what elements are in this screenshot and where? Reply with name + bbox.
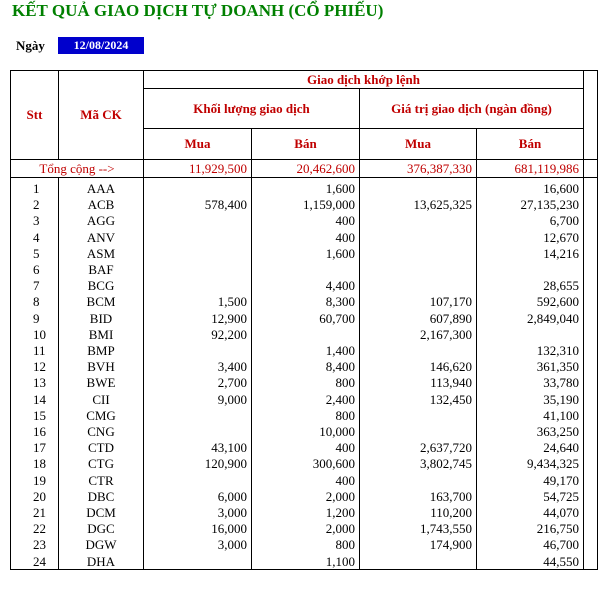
cell-ma: ASM bbox=[86, 245, 116, 261]
cell-vol-sell: 400 bbox=[335, 229, 355, 245]
cell-vol-buy bbox=[144, 212, 251, 228]
cell-stt: 8 bbox=[33, 294, 40, 310]
cell-val-sell: 216,750 bbox=[536, 521, 579, 537]
cell-val-buy: 113,940 bbox=[430, 375, 472, 391]
cell-val-buy: 132,450 bbox=[429, 391, 472, 407]
cell-vol-sell: 800 bbox=[335, 407, 355, 423]
cell-ma: DGC bbox=[87, 521, 115, 537]
header-volume: Khối lượng giao dịch bbox=[144, 89, 360, 129]
cell-val-buy: 13,625,325 bbox=[413, 197, 472, 213]
header-value-sell: Bán bbox=[477, 129, 584, 160]
cell-vol-sell: 1,200 bbox=[325, 505, 355, 521]
cell-stt: 1 bbox=[33, 181, 40, 196]
cell-val-sell bbox=[477, 261, 583, 277]
body-extra-cell bbox=[584, 178, 598, 570]
cell-val-sell: 33,780 bbox=[543, 375, 579, 391]
cell-val-sell: 12,670 bbox=[543, 229, 579, 245]
col-ma-ck bbox=[59, 178, 144, 570]
cell-val-buy bbox=[360, 342, 476, 358]
cell-vol-buy: 1,500 bbox=[217, 294, 247, 310]
cell-stt: 21 bbox=[33, 505, 46, 521]
total-volume-buy: 11,929,500 bbox=[144, 160, 252, 178]
cell-ma: ACB bbox=[87, 197, 115, 213]
cell-ma: BAF bbox=[88, 262, 114, 278]
cell-val-buy bbox=[360, 229, 476, 245]
cell-vol-sell: 10,000 bbox=[319, 424, 355, 440]
header-volume-sell: Bán bbox=[252, 129, 360, 160]
cell-vol-buy: 3,000 bbox=[217, 537, 247, 553]
cell-val-sell: 44,550 bbox=[543, 553, 579, 569]
cell-stt: 24 bbox=[33, 553, 46, 569]
cell-vol-buy bbox=[144, 180, 251, 196]
cell-vol-buy: 578,400 bbox=[204, 197, 247, 213]
cell-ma: DHA bbox=[86, 553, 116, 569]
date-label: Ngày bbox=[16, 38, 45, 53]
cell-ma: DBC bbox=[87, 488, 115, 504]
cell-val-sell: 54,725 bbox=[543, 488, 579, 504]
cell-stt: 13 bbox=[33, 375, 46, 391]
cell-stt: 4 bbox=[33, 229, 40, 245]
cell-ma: AAA bbox=[86, 181, 116, 196]
cell-stt: 20 bbox=[33, 488, 46, 504]
cell-vol-sell: 400 bbox=[335, 440, 355, 456]
cell-ma: CTG bbox=[88, 456, 114, 472]
trading-table bbox=[10, 70, 598, 570]
cell-stt: 7 bbox=[33, 278, 40, 294]
cell-stt: 16 bbox=[33, 424, 46, 440]
col-stt bbox=[11, 178, 59, 570]
cell-vol-buy bbox=[144, 261, 251, 277]
cell-val-sell: 49,170 bbox=[543, 472, 579, 488]
cell-val-sell: 363,250 bbox=[536, 424, 579, 440]
cell-val-buy: 2,637,720 bbox=[420, 440, 472, 456]
cell-vol-sell: 800 bbox=[335, 537, 355, 553]
cell-ma: CMG bbox=[86, 407, 116, 423]
cell-ma: ANV bbox=[86, 229, 116, 245]
col-volume-buy bbox=[144, 178, 252, 570]
total-value-buy: 376,387,330 bbox=[360, 160, 477, 178]
cell-vol-buy: 9,000 bbox=[217, 391, 247, 407]
cell-stt: 3 bbox=[33, 213, 40, 229]
cell-vol-buy: 3,400 bbox=[217, 359, 247, 375]
cell-vol-buy: 16,000 bbox=[211, 521, 247, 537]
cell-stt: 22 bbox=[33, 521, 46, 537]
cell-stt: 15 bbox=[33, 407, 46, 423]
header-extra-cell bbox=[584, 71, 598, 160]
cell-ma: BCG bbox=[87, 278, 115, 294]
cell-vol-sell: 300,600 bbox=[312, 456, 355, 472]
cell-ma: BCM bbox=[86, 294, 116, 310]
cell-vol-sell: 400 bbox=[335, 472, 355, 488]
cell-stt: 2 bbox=[33, 197, 40, 213]
cell-ma: CNG bbox=[87, 424, 115, 440]
cell-val-buy: 107,170 bbox=[429, 294, 472, 310]
cell-val-buy bbox=[360, 553, 476, 569]
cell-vol-buy bbox=[144, 423, 251, 439]
cell-val-buy: 3,802,745 bbox=[420, 456, 472, 472]
cell-ma: AGG bbox=[86, 213, 116, 229]
cell-vol-buy bbox=[144, 245, 251, 261]
cell-vol-buy bbox=[144, 553, 251, 569]
cell-val-sell: 27,135,230 bbox=[520, 197, 579, 213]
cell-val-buy: 110,200 bbox=[430, 505, 472, 521]
cell-val-buy: 163,700 bbox=[429, 488, 472, 504]
cell-vol-buy bbox=[144, 277, 251, 293]
cell-vol-buy: 2,700 bbox=[217, 375, 247, 391]
cell-vol-sell: 8,400 bbox=[325, 359, 355, 375]
cell-vol-sell: 800 bbox=[335, 375, 355, 391]
cell-vol-buy: 12,900 bbox=[211, 310, 247, 326]
cell-ma: DGW bbox=[85, 537, 117, 553]
cell-ma: CII bbox=[92, 391, 110, 407]
totals-extra-cell bbox=[584, 160, 598, 178]
cell-val-sell bbox=[477, 326, 583, 342]
cell-vol-sell: 8,300 bbox=[325, 294, 355, 310]
header-value: Giá trị giao dịch (ngàn đồng) bbox=[360, 89, 584, 129]
cell-val-buy: 2,167,300 bbox=[420, 326, 472, 342]
cell-val-sell: 592,600 bbox=[536, 294, 579, 310]
cell-vol-buy: 120,900 bbox=[204, 456, 247, 472]
header-ma-ck: Mã CK bbox=[59, 71, 144, 160]
cell-val-sell: 14,216 bbox=[543, 245, 579, 261]
cell-vol-sell: 1,159,000 bbox=[303, 197, 355, 213]
cell-stt: 9 bbox=[33, 310, 40, 326]
cell-ma: DCM bbox=[86, 505, 116, 521]
cell-vol-sell: 1,600 bbox=[325, 181, 355, 196]
cell-stt: 6 bbox=[33, 262, 40, 278]
cell-vol-sell: 2,400 bbox=[325, 391, 355, 407]
header-value-buy: Mua bbox=[360, 129, 477, 160]
cell-val-buy bbox=[360, 472, 476, 488]
cell-val-sell: 41,100 bbox=[543, 407, 579, 423]
cell-vol-buy bbox=[144, 472, 251, 488]
cell-stt: 10 bbox=[33, 326, 46, 342]
cell-vol-buy bbox=[144, 342, 251, 358]
header-stt: Stt bbox=[11, 71, 59, 160]
cell-ma: BID bbox=[89, 310, 113, 326]
cell-vol-buy: 43,100 bbox=[211, 440, 247, 456]
report-title: KẾT QUẢ GIAO DỊCH TỰ DOANH (CỔ PHIẾU) bbox=[12, 1, 384, 20]
cell-vol-sell bbox=[252, 261, 359, 277]
totals-label: Tổng cộng --> bbox=[11, 160, 144, 178]
total-value-sell: 681,119,986 bbox=[477, 160, 584, 178]
cell-val-buy bbox=[360, 180, 476, 196]
cell-val-buy: 1,743,550 bbox=[420, 521, 472, 537]
cell-vol-buy: 3,000 bbox=[217, 505, 247, 521]
cell-val-buy: 607,890 bbox=[429, 310, 472, 326]
cell-ma: BWE bbox=[86, 375, 116, 391]
cell-val-sell: 35,190 bbox=[543, 391, 579, 407]
cell-vol-sell: 2,000 bbox=[325, 521, 355, 537]
cell-val-buy bbox=[360, 407, 476, 423]
cell-val-sell: 361,350 bbox=[536, 359, 579, 375]
cell-ma: BVH bbox=[87, 359, 115, 375]
cell-vol-sell: 400 bbox=[335, 213, 355, 229]
cell-vol-sell: 4,400 bbox=[325, 278, 355, 294]
cell-val-buy bbox=[360, 245, 476, 261]
cell-vol-buy bbox=[144, 229, 251, 245]
cell-val-sell: 46,700 bbox=[543, 537, 579, 553]
cell-val-sell: 6,700 bbox=[549, 213, 579, 229]
date-value: 12/08/2024 bbox=[58, 37, 144, 54]
cell-val-sell: 9,434,325 bbox=[527, 456, 579, 472]
cell-val-sell: 16,600 bbox=[543, 181, 579, 196]
cell-vol-buy: 92,200 bbox=[211, 326, 247, 342]
col-value-buy bbox=[360, 178, 477, 570]
cell-val-sell: 28,655 bbox=[543, 278, 579, 294]
cell-stt: 23 bbox=[33, 537, 46, 553]
cell-vol-sell: 2,000 bbox=[325, 488, 355, 504]
cell-stt: 14 bbox=[33, 391, 46, 407]
cell-val-sell: 132,310 bbox=[536, 343, 579, 359]
header-matched-orders: Giao dịch khớp lệnh bbox=[144, 71, 584, 89]
cell-val-sell: 2,849,040 bbox=[527, 310, 579, 326]
cell-stt: 5 bbox=[33, 245, 40, 261]
cell-val-buy bbox=[360, 277, 476, 293]
cell-vol-sell bbox=[252, 326, 359, 342]
cell-vol-sell: 1,400 bbox=[325, 343, 355, 359]
cell-stt: 17 bbox=[33, 440, 46, 456]
total-volume-sell: 20,462,600 bbox=[252, 160, 360, 178]
cell-stt: 18 bbox=[33, 456, 46, 472]
cell-val-buy bbox=[360, 423, 476, 439]
cell-stt: 19 bbox=[33, 472, 46, 488]
cell-ma: BMP bbox=[87, 343, 115, 359]
cell-stt: 12 bbox=[33, 359, 46, 375]
col-volume-sell bbox=[252, 178, 360, 570]
cell-ma: CTD bbox=[88, 440, 114, 456]
cell-stt: 11 bbox=[33, 343, 46, 359]
cell-vol-buy bbox=[144, 407, 251, 423]
cell-val-buy bbox=[360, 261, 476, 277]
cell-vol-buy: 6,000 bbox=[217, 488, 247, 504]
header-volume-buy: Mua bbox=[144, 129, 252, 160]
cell-val-buy bbox=[360, 212, 476, 228]
cell-vol-sell: 1,600 bbox=[325, 245, 355, 261]
cell-val-buy: 174,900 bbox=[429, 537, 472, 553]
cell-vol-sell: 1,100 bbox=[325, 553, 355, 569]
col-value-sell bbox=[477, 178, 584, 570]
cell-ma: BMI bbox=[88, 326, 114, 342]
cell-val-sell: 44,070 bbox=[543, 505, 579, 521]
cell-ma: CTR bbox=[88, 472, 114, 488]
cell-val-buy: 146,620 bbox=[429, 359, 472, 375]
cell-vol-sell: 60,700 bbox=[319, 310, 355, 326]
cell-val-sell: 24,640 bbox=[543, 440, 579, 456]
